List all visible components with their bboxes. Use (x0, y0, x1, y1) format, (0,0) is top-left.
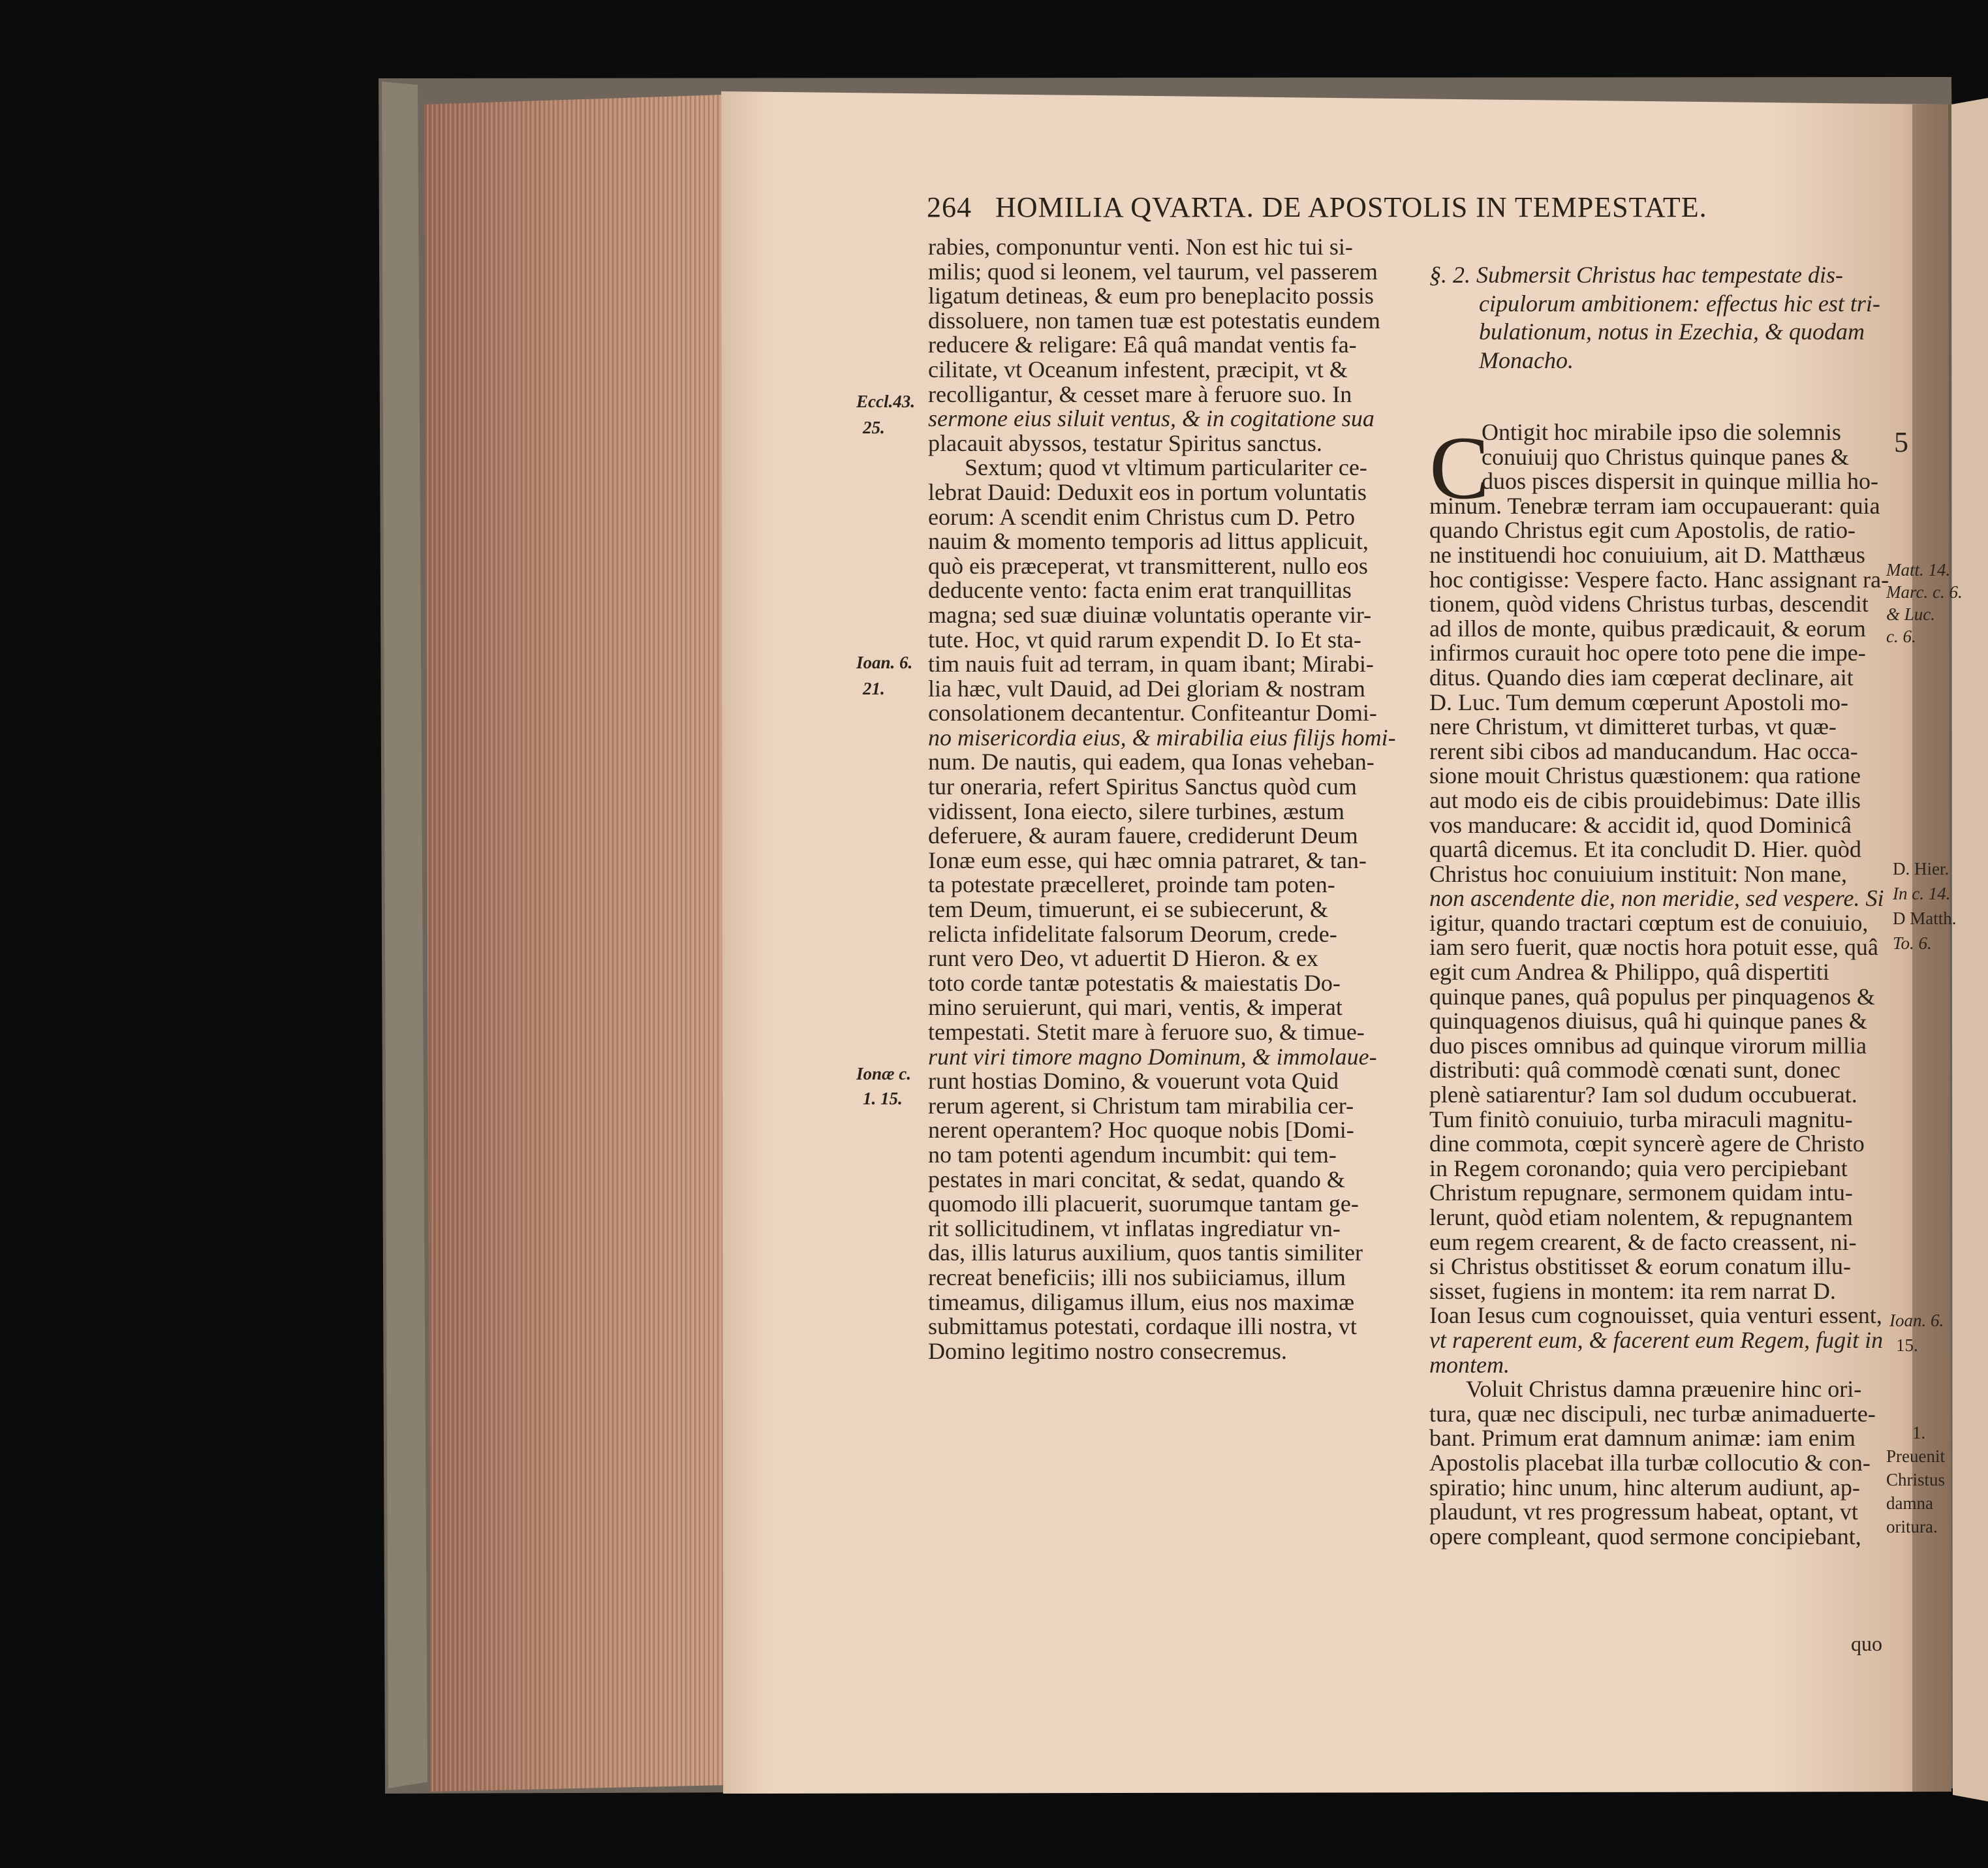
margin-note: 15. (1896, 1335, 1918, 1355)
margin-note: oritura. (1886, 1517, 1938, 1536)
text-line: Ontigit hoc mirabile ipso die solemnis (1482, 419, 1841, 445)
margin-note: Ionæ c. (856, 1064, 912, 1083)
right-column (1429, 261, 1889, 1549)
text-line: conuiuij quo Christus quinque panes & (1482, 443, 1849, 470)
text-line: recolligantur, & cesset mare à feruore suo. In (928, 381, 1352, 407)
text-line: consolationem decantentur. Confiteantur Domi- (928, 700, 1377, 726)
text-line: in Regem coronando; quia vero percipiebant (1429, 1155, 1848, 1181)
margin-note: 1. 15. (863, 1089, 903, 1108)
text-line: Tum finitò conuiuio, turba miraculi magnitu- (1429, 1106, 1853, 1132)
text-line: rit sollicitudinem, vt inflatas ingrediatur vn- (928, 1215, 1341, 1241)
text-line: placauit abyssos, testatur Spiritus sanctus. (928, 429, 1322, 456)
text-line: ne instituendi hoc conuiuium, ait D. Matthæus (1429, 541, 1865, 568)
text-line: rerent sibi cibos ad manducandum. Hac occa- (1429, 738, 1858, 764)
text-line: vidissent, Iona eiecto, silere turbines, æstum (928, 798, 1344, 824)
text-line: timeamus, diligamus illum, eius nos maximæ (928, 1288, 1354, 1315)
text-line: eorum: A scendit enim Christus cum D. Petro (928, 503, 1355, 530)
text-line: sisset, fugiens in montem: ita rem narrat D. (1429, 1277, 1836, 1304)
text-line: mino seruierunt, qui mari, ventis, & imperat (928, 994, 1343, 1021)
text-line: spiratio; hinc unum, hinc alterum audiunt, ap- (1429, 1474, 1860, 1501)
text-line: Sextum; quod vt vltimum particulariter ce- (965, 454, 1367, 481)
text-line: vos manducare: & accidit id, quod Dominicâ (1429, 811, 1852, 838)
text-line: iam sero fuerit, quæ noctis hora potuit esse, quâ (1429, 934, 1878, 961)
margin-note: 25. (863, 418, 885, 437)
text-line: opere compleant, quod sermone concipiebant, (1429, 1523, 1861, 1549)
text-line: montem. (1429, 1351, 1510, 1378)
text-line: deducente vento: facta enim erat tranquillitas (928, 577, 1352, 604)
text-line: nerent operantem? Hoc quoque nobis [Domi- (928, 1117, 1354, 1144)
text-line: Christus hoc conuiuium instituit: Non mane, (1429, 860, 1847, 887)
text-line: ta potestate præcelleret, proinde tam poten- (928, 871, 1335, 898)
text-line: tur oneraria, refert Spiritus Sanctus quòd cum (928, 773, 1357, 800)
text-line: reducere & religare: Eâ quâ mandat ventis fa- (928, 332, 1357, 358)
text-line: quò eis præceperat, vt transmitterent, nullo eos (928, 552, 1368, 579)
text-line: lerunt, quòd etiam nolentem, & repugnantem (1429, 1204, 1853, 1230)
text-line: duo pisces omnibus ad quinque virorum millia (1429, 1032, 1867, 1059)
text-line: hoc contigisse: Vespere facto. Hanc assignant ra- (1429, 566, 1889, 593)
text-line: Voluit Christus damna præuenire hinc ori- (1466, 1376, 1862, 1403)
text-line: num. De nautis, qui eadem, qua Ionas veheban- (928, 749, 1375, 775)
text-line: lebrat Dauid: Deduxit eos in portum voluntatis (928, 478, 1367, 505)
text-line: plenè satiarentur? Iam sol dudum occubuerat. (1429, 1082, 1857, 1108)
text-line: quinque panes, quâ populus per pinquagenos & (1429, 983, 1875, 1010)
text-line: quando Christus egit cum Apostolis, de ratio- (1429, 517, 1856, 544)
text-line: tura, quæ nec discipuli, nec turbæ animaduerte- (1429, 1400, 1876, 1427)
margin-note: D Matth. (1893, 909, 1957, 928)
text-line: igitur, quando tractari cœptum est de conuiuio, (1429, 909, 1869, 936)
text-line: quomodo illi placuerit, suorumque tantam ge- (928, 1191, 1359, 1217)
section-heading-line: §. 2. Submersit Christus hac tempestate dis- (1429, 262, 1843, 288)
text-line: deferuere, & auram fauere, crediderunt Deum (928, 822, 1358, 849)
text-line: vt raperent eum, & facerent eum Regem, fugit in (1429, 1326, 1884, 1353)
running-head-title: HOMILIA QVARTA. DE APOSTOLIS IN TEMPESTATE. (995, 191, 1707, 223)
text-line: plaudunt, vt res progressum habeat, optant, vt (1429, 1499, 1858, 1525)
section-heading-line: bulationum, notus in Ezechia, & quodam (1479, 319, 1865, 345)
margin-note: Ioan. 6. (1889, 1311, 1944, 1330)
text-line: eum regem crearent, & de facto creassent, ni- (1429, 1228, 1857, 1255)
catchword: quo (1851, 1632, 1882, 1655)
text-line: si Christus obstitisset & eorum conatum illu- (1429, 1253, 1851, 1280)
text-line: quartâ dicemus. Et ita concludit D. Hier. quòd (1429, 836, 1861, 863)
text-line: no misericordia eius, & mirabilia eius filijs homi- (928, 724, 1396, 751)
text-line: infirmos curauit hoc opere toto pene die impe- (1429, 640, 1866, 666)
margin-note: D. Hier. (1893, 859, 1949, 879)
text-line: non ascendente die, non meridie, sed vespere. Si (1429, 885, 1884, 912)
text-line: pestates in mari concitat, & sedat, quando & (928, 1166, 1345, 1192)
text-line: quinquagenos diuisus, quâ hi quinque panes & (1429, 1008, 1867, 1035)
text-line: lia hæc, vult Dauid, ad Dei gloriam & nostram (928, 675, 1365, 702)
text-line: runt viri timore magno Dominum, & immolaue- (928, 1043, 1377, 1070)
margin-note: & Luc. (1886, 604, 1936, 624)
text-line: dissoluere, non tamen tuæ est potestatis eundem (928, 307, 1380, 334)
text-line: Christum repugnare, sermonem quidam intu- (1429, 1179, 1853, 1206)
drop-cap: C (1429, 418, 1490, 518)
text-line: duos pisces dispersit in quinque millia ho- (1482, 468, 1878, 495)
text-line: relicta infidelitate falsorum Deorum, crede- (928, 920, 1337, 947)
text-line: no tam potenti agendum incumbit: qui tem- (928, 1141, 1337, 1168)
text-line: sermone eius siluit ventus, & in cogitatione sua (928, 405, 1375, 432)
text-line: nere Christum, vt dimitteret turbas, vt quæ- (1429, 713, 1837, 740)
running-head (927, 191, 1880, 224)
margin-note: In c. 14. (1893, 884, 1951, 903)
section-heading-line: cipulorum ambitionem: effectus hic est tri- (1479, 290, 1880, 317)
text-line: dine commota, cœpit syncerè agere de Christo (1429, 1130, 1865, 1157)
text-line: cilitate, vt Oceanum infestent, præcipit, vt & (928, 356, 1348, 382)
margin-note: 5 (1894, 426, 1908, 458)
text-line: minum. Tenebræ terram iam occupauerant: quia (1429, 492, 1880, 519)
margin-note: Preuenit (1886, 1446, 1945, 1466)
margin-note: damna (1886, 1493, 1933, 1513)
margin-note: Eccl.43. (856, 392, 915, 411)
margin-note: Ioan. 6. (856, 653, 913, 672)
text-line: ligatum detineas, & eum pro beneplacito possis (928, 283, 1374, 309)
margin-note: c. 6. (1886, 627, 1916, 646)
text-line: nauim & momento temporis ad littus applicuit, (928, 528, 1369, 555)
section-heading-line: Monacho. (1479, 347, 1574, 373)
text-line: Apostolis placebat illa turbæ collocutio & con- (1429, 1449, 1871, 1476)
margin-note: Marc. c. 6. (1886, 582, 1963, 602)
text-line: runt vero Deo, vt aduertit D Hieron. & ex (928, 945, 1318, 972)
text-line: das, illis laturus auxilium, quos tantis similiter (928, 1239, 1363, 1266)
text-line: bant. Primum erat damnum animæ: iam enim (1429, 1425, 1856, 1452)
text-line: Ionæ eum esse, qui hæc omnia patraret, & tan- (928, 847, 1367, 873)
left-column (928, 235, 1408, 1363)
text-line: distributi: quâ commodè cœnati sunt, donec (1429, 1057, 1840, 1083)
text-line: tempestati. Stetit mare à feruore suo, & timue- (928, 1019, 1365, 1045)
right-body (1429, 419, 1889, 1549)
text-line: tim nauis fuit ad terram, in quam ibant; Mirabi- (928, 651, 1374, 677)
text-line: D. Luc. Tum demum cœperunt Apostoli mo- (1429, 689, 1848, 715)
text-line: sione mouit Christus quæstionem: qua ratione (1429, 762, 1861, 789)
page-number: 264 (927, 191, 972, 223)
margin-note: To. 6. (1893, 933, 1932, 953)
text-line: submittamus potestati, cordaque illi nostra, vt (928, 1313, 1357, 1340)
text-line: runt hostias Domino, & vouerunt vota Quid (928, 1068, 1339, 1095)
text-line: rerum agerent, si Christum tam mirabilia cer- (928, 1092, 1354, 1119)
text-line: ad illos de monte, quibus prædicauit, & eorum (1429, 615, 1866, 642)
text-line: tem Deum, timuerunt, ei se subiecerunt, & (928, 896, 1328, 923)
text-line: tionem, quòd videns Christus turbas, descendit (1429, 591, 1869, 617)
text-line: toto corde tantæ potestatis & maiestatis Do- (928, 969, 1341, 996)
margin-note: Christus (1886, 1470, 1946, 1489)
margin-note: 21. (863, 679, 885, 698)
text-line: Domino legitimo nostro consecremus. (928, 1337, 1287, 1364)
text-line: Ioan Iesus cum cognouisset, quia venturi essent, (1429, 1302, 1882, 1329)
text-line: egit cum Andrea & Philippo, quâ dispertiti (1429, 959, 1829, 986)
text-line: aut modo eis de cibis prouidebimus: Date illis (1429, 786, 1861, 813)
text-line: tute. Hoc, vt quid rarum expendit D. Io Et sta- (928, 626, 1361, 653)
text-line: milis; quod si leonem, vel taurum, vel passerem (928, 258, 1378, 285)
text-line: recreat beneficiis; illi nos subiiciamus, illum (928, 1264, 1346, 1290)
text-line: rabies, componuntur venti. Non est hic tui si- (928, 234, 1353, 260)
text-line: magna; sed suæ diuinæ voluntatis operante vir- (928, 601, 1372, 628)
margin-note: Matt. 14. (1886, 560, 1951, 580)
text-line: ditus. Quando dies iam cœperat declinare, ait (1429, 664, 1854, 691)
margin-note: 1. (1912, 1423, 1926, 1442)
